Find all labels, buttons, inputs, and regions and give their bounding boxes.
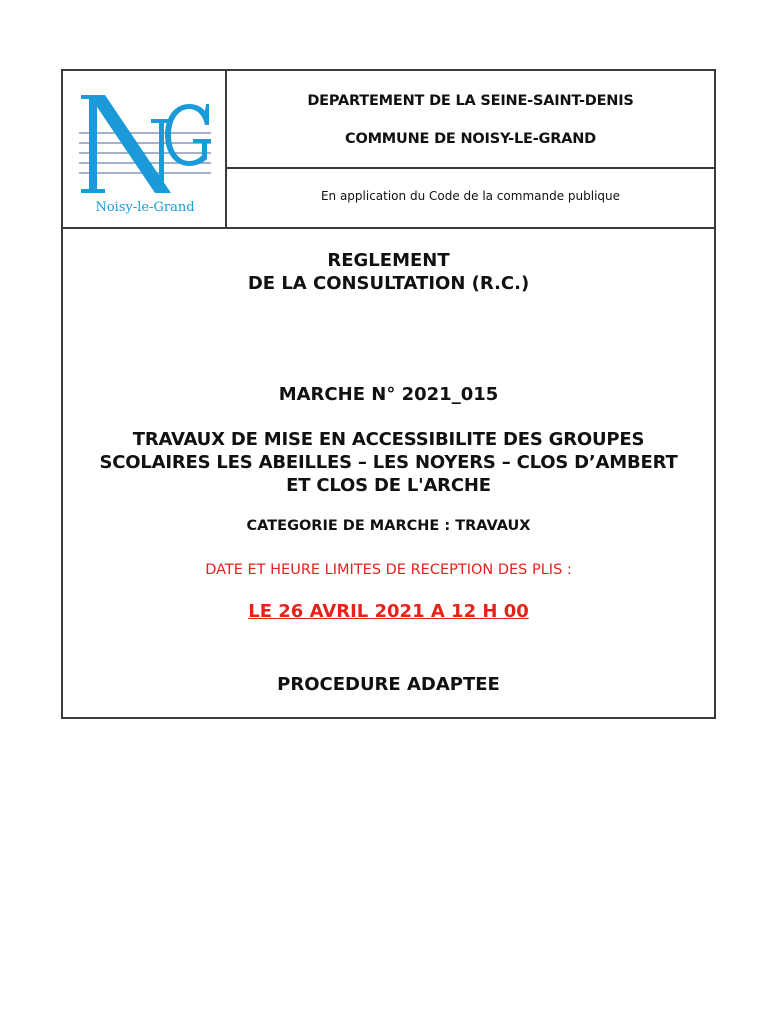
- document-frame: [61, 69, 716, 719]
- marche-category: CATEGORIE DE MARCHE : TRAVAUX: [246, 518, 531, 534]
- object-line-2: SCOLAIRES LES ABEILLES – LES NOYERS – CLOS D’AMBERT: [99, 452, 678, 473]
- title-line-1: REGLEMENT: [327, 250, 450, 271]
- marche-number: MARCHE N° 2021_015: [278, 384, 499, 405]
- application-note: En application du Code de la commande publique: [320, 189, 621, 203]
- object-line-1: TRAVAUX DE MISE EN ACCESSIBILITE DES GROUPES: [132, 429, 645, 450]
- deadline-label: DATE ET HEURE LIMITES DE RECEPTION DES PLIS :: [205, 562, 572, 578]
- marche-object: [63, 428, 714, 497]
- header-table: [63, 71, 714, 229]
- header-title-cell: [227, 71, 714, 169]
- header-application-cell: [227, 169, 714, 227]
- department-title: DEPARTEMENT DE LA SEINE-SAINT-DENIS: [307, 93, 634, 109]
- document-title: [63, 249, 714, 295]
- logo-caption: Noisy-le-Grand: [95, 200, 195, 215]
- deadline-value: LE 26 AVRIL 2021 A 12 H 00: [248, 601, 529, 622]
- title-line-2: DE LA CONSULTATION (R.C.): [247, 273, 530, 294]
- procedure-type: PROCEDURE ADAPTEE: [277, 674, 500, 695]
- noisy-le-grand-logo: [75, 85, 215, 215]
- object-line-3: ET CLOS DE L'ARCHE: [286, 475, 491, 496]
- logo-cell: [63, 71, 227, 227]
- commune-title: COMMUNE DE NOISY-LE-GRAND: [345, 131, 596, 147]
